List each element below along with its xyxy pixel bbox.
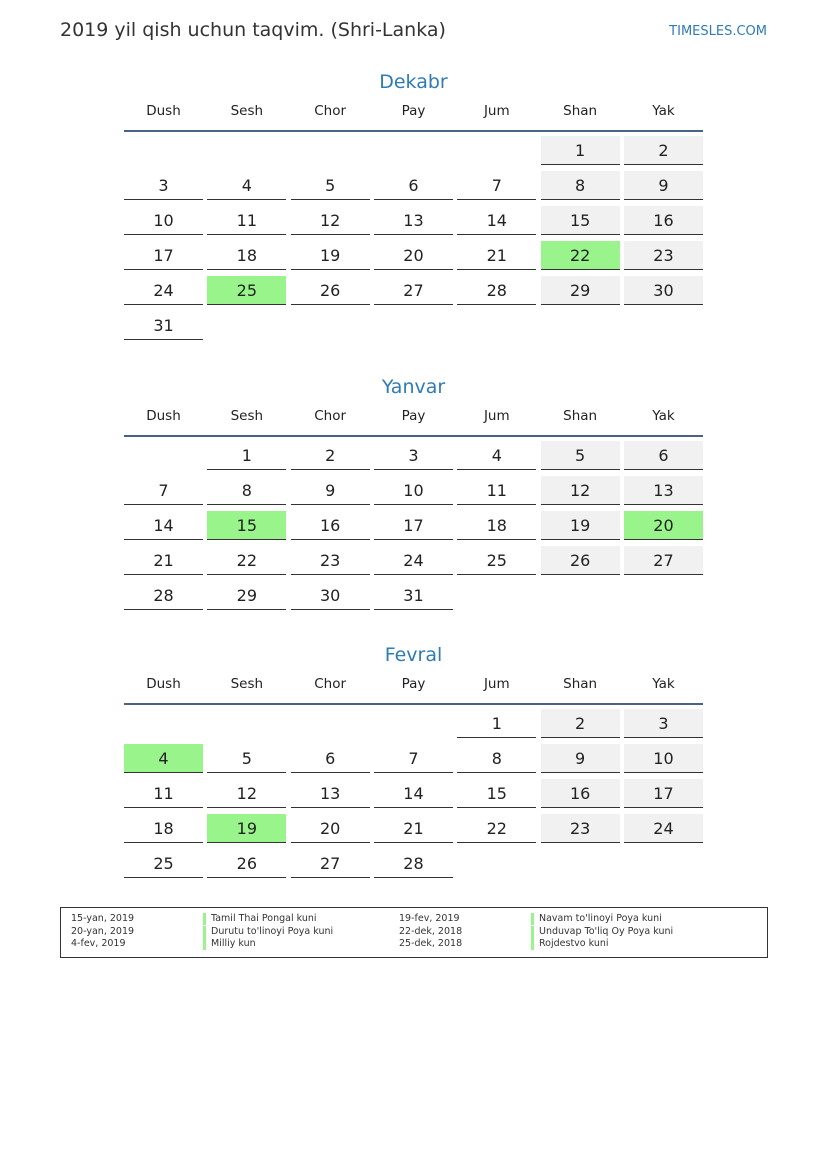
day-cell: 1 (207, 441, 286, 470)
day-cell: 16 (291, 511, 370, 540)
day-cell: 9 (624, 171, 703, 200)
day-cell: 17 (624, 779, 703, 808)
day-cell: 31 (124, 311, 203, 340)
legend-entry (61, 938, 391, 950)
day-cell: 24 (124, 276, 203, 305)
empty-cell (457, 581, 536, 610)
legend-date: 22-dek, 2018 (399, 926, 463, 937)
day-cell: 15 (207, 511, 286, 540)
legend-name: Durutu to'linoyi Poya kuni (203, 926, 333, 938)
day-cell: 6 (291, 744, 370, 773)
legend-date: 15-yan, 2019 (71, 913, 135, 924)
weekday-label: Jum (483, 408, 510, 424)
day-cell: 3 (124, 171, 203, 200)
day-cell: 26 (291, 276, 370, 305)
weekday-label: Yak (652, 676, 675, 692)
day-cell: 19 (291, 241, 370, 270)
header-divider (124, 435, 703, 437)
day-cell: 31 (374, 581, 453, 610)
day-cell: 29 (541, 276, 620, 305)
day-cell: 1 (457, 709, 536, 738)
day-cell: 4 (457, 441, 536, 470)
empty-cell (541, 849, 620, 878)
day-cell: 11 (124, 779, 203, 808)
month-december (124, 68, 703, 340)
weekday-label: Pay (401, 676, 426, 692)
day-cell: 27 (374, 276, 453, 305)
day-grid (124, 136, 703, 340)
site-link[interactable]: TIMESLES.COM (669, 24, 767, 39)
header-divider (124, 130, 703, 132)
day-cell: 26 (541, 546, 620, 575)
legend-date: 25-dek, 2018 (399, 938, 463, 949)
weekday-header (124, 674, 703, 700)
legend-entry (389, 913, 759, 925)
day-cell: 17 (374, 511, 453, 540)
weekday-label: Jum (483, 676, 510, 692)
month-title: Dekabr (379, 71, 448, 93)
legend-entry (61, 926, 391, 938)
day-cell: 25 (124, 849, 203, 878)
day-cell: 19 (207, 814, 286, 843)
empty-cell (291, 709, 370, 738)
day-cell: 30 (291, 581, 370, 610)
day-cell: 24 (624, 814, 703, 843)
legend-date: 4-fev, 2019 (71, 938, 126, 949)
day-cell: 25 (207, 276, 286, 305)
weekday-label: Shan (563, 103, 598, 119)
day-cell: 6 (374, 171, 453, 200)
legend-name: Rojdestvo kuni (531, 938, 609, 950)
empty-cell (207, 136, 286, 165)
day-cell: 21 (124, 546, 203, 575)
legend-name: Unduvap To'liq Oy Poya kuni (531, 926, 673, 938)
legend-name: Navam to'linoyi Poya kuni (531, 913, 662, 925)
empty-cell (291, 136, 370, 165)
weekday-label: Sesh (230, 103, 264, 119)
day-cell: 28 (457, 276, 536, 305)
weekday-label: Dush (146, 103, 181, 119)
legend-name: Milliy kun (203, 938, 256, 950)
day-cell: 28 (124, 581, 203, 610)
empty-cell (624, 849, 703, 878)
day-cell: 27 (624, 546, 703, 575)
day-cell: 4 (124, 744, 203, 773)
day-cell: 22 (541, 241, 620, 270)
day-cell: 13 (624, 476, 703, 505)
weekday-label: Chor (314, 103, 347, 119)
day-cell: 9 (291, 476, 370, 505)
day-cell: 25 (457, 546, 536, 575)
day-cell: 18 (207, 241, 286, 270)
month-february (124, 641, 703, 878)
weekday-label: Shan (563, 676, 598, 692)
weekday-label: Jum (483, 103, 510, 119)
day-cell: 3 (374, 441, 453, 470)
day-cell: 14 (457, 206, 536, 235)
empty-cell (457, 311, 536, 340)
weekday-label: Yak (652, 103, 675, 119)
weekday-label: Sesh (230, 408, 264, 424)
empty-cell (374, 311, 453, 340)
empty-cell (207, 311, 286, 340)
day-cell: 9 (541, 744, 620, 773)
weekday-label: Shan (563, 408, 598, 424)
day-cell: 2 (624, 136, 703, 165)
day-cell: 22 (207, 546, 286, 575)
weekday-label: Chor (314, 408, 347, 424)
page-title: 2019 yil qish uchun taqvim. (Shri-Lanka) (60, 19, 446, 41)
legend-date: 19-fev, 2019 (399, 913, 460, 924)
day-cell: 24 (374, 546, 453, 575)
weekday-label: Pay (401, 103, 426, 119)
day-cell: 29 (207, 581, 286, 610)
day-cell: 23 (541, 814, 620, 843)
day-cell: 21 (457, 241, 536, 270)
weekday-label: Pay (401, 408, 426, 424)
empty-cell (374, 136, 453, 165)
weekday-label: Sesh (230, 676, 264, 692)
day-cell: 7 (457, 171, 536, 200)
day-cell: 19 (541, 511, 620, 540)
day-cell: 20 (624, 511, 703, 540)
day-cell: 16 (541, 779, 620, 808)
day-cell: 5 (207, 744, 286, 773)
weekday-header (124, 101, 703, 127)
day-cell: 5 (291, 171, 370, 200)
legend-entry (61, 913, 391, 925)
weekday-label: Chor (314, 676, 347, 692)
day-cell: 15 (541, 206, 620, 235)
day-cell: 28 (374, 849, 453, 878)
day-cell: 17 (124, 241, 203, 270)
day-cell: 14 (374, 779, 453, 808)
day-cell: 12 (541, 476, 620, 505)
day-cell: 27 (291, 849, 370, 878)
empty-cell (374, 709, 453, 738)
empty-cell (124, 136, 203, 165)
month-title: Yanvar (381, 376, 446, 398)
header-divider (124, 703, 703, 705)
day-cell: 13 (291, 779, 370, 808)
empty-cell (291, 311, 370, 340)
day-cell: 3 (624, 709, 703, 738)
holiday-legend (60, 907, 768, 958)
day-cell: 7 (374, 744, 453, 773)
day-cell: 8 (541, 171, 620, 200)
day-cell: 10 (374, 476, 453, 505)
legend-name: Tamil Thai Pongal kuni (203, 913, 317, 925)
empty-cell (124, 441, 203, 470)
day-cell: 26 (207, 849, 286, 878)
day-cell: 11 (207, 206, 286, 235)
weekday-label: Dush (146, 408, 181, 424)
empty-cell (207, 709, 286, 738)
day-cell: 11 (457, 476, 536, 505)
day-cell: 30 (624, 276, 703, 305)
day-cell: 8 (207, 476, 286, 505)
day-cell: 23 (624, 241, 703, 270)
day-cell: 13 (374, 206, 453, 235)
day-cell: 1 (541, 136, 620, 165)
day-cell: 6 (624, 441, 703, 470)
day-cell: 10 (624, 744, 703, 773)
legend-entry (389, 926, 759, 938)
weekday-header (124, 406, 703, 432)
day-cell: 23 (291, 546, 370, 575)
empty-cell (541, 581, 620, 610)
day-cell: 12 (291, 206, 370, 235)
day-cell: 18 (457, 511, 536, 540)
day-cell: 21 (374, 814, 453, 843)
weekday-label: Yak (652, 408, 675, 424)
empty-cell (124, 709, 203, 738)
empty-cell (624, 311, 703, 340)
month-title: Fevral (384, 644, 443, 666)
empty-cell (541, 311, 620, 340)
day-grid (124, 441, 703, 610)
day-cell: 5 (541, 441, 620, 470)
day-cell: 2 (541, 709, 620, 738)
day-cell: 20 (374, 241, 453, 270)
day-cell: 12 (207, 779, 286, 808)
day-cell: 14 (124, 511, 203, 540)
day-cell: 10 (124, 206, 203, 235)
day-cell: 8 (457, 744, 536, 773)
day-cell: 2 (291, 441, 370, 470)
month-january (124, 373, 703, 610)
legend-entry (389, 938, 759, 950)
legend-date: 20-yan, 2019 (71, 926, 135, 937)
day-cell: 18 (124, 814, 203, 843)
empty-cell (457, 849, 536, 878)
day-cell: 15 (457, 779, 536, 808)
weekday-label: Dush (146, 676, 181, 692)
empty-cell (457, 136, 536, 165)
day-cell: 20 (291, 814, 370, 843)
day-cell: 16 (624, 206, 703, 235)
day-grid (124, 709, 703, 878)
day-cell: 22 (457, 814, 536, 843)
day-cell: 4 (207, 171, 286, 200)
empty-cell (624, 581, 703, 610)
day-cell: 7 (124, 476, 203, 505)
